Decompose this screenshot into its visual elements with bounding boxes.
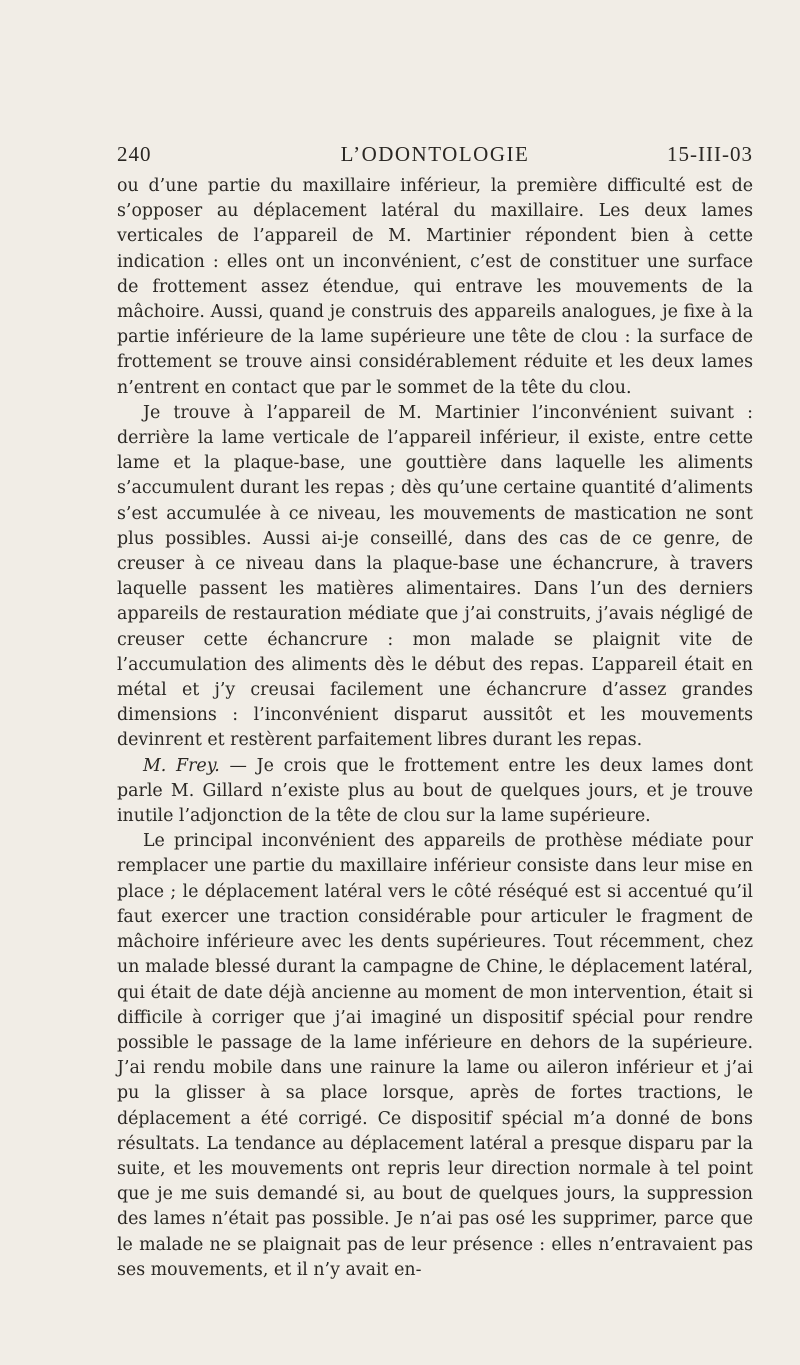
running-title: L’ODONTOLOGIE [340, 142, 530, 166]
page-number: 240 [117, 142, 152, 166]
paragraph [117, 174, 753, 401]
paragraph-text: Je trouve à l’appareil de M. Martinier l’inconvénient suivant : derrière la lame verticale de l’appareil inférieur, il existe, entre cette lame et la plaque-base, une gouttière dans laquelle les aliments s’accumulent durant les repas ; dès qu’une certaine quantité d’aliments s’est accumulée à ce niveau, les mouvements de mastication ne sont plus possibles. Aussi ai-je conseillé, dans des cas de ce genre, de creuser à ce niveau dans la plaque-base une échancrure, à travers laquelle passent les matières alimentaires. Dans l’un des derniers appareils de restauration médiate que j’ai construits, j’avais négligé de creuser cette échancrure : mon malade se plaignit vite de l’accumulation des aliments dès le début des repas. L’appareil était en métal et j’y creusai facilement une échancrure d’assez grandes dimensions : l’inconvénient disparut aussitôt et les mouvements devinrent et restèrent parfaitement libres durant les repas. [117, 402, 753, 751]
paragraph-text: ou d’une partie du maxillaire inférieur, la première difficulté est de s’opposer au déplacement latéral du maxillaire. Les deux lames verticales de l’appareil de M. Martinier répondent bien à cette indication : elles ont un inconvénient, c’est de constituer une surface de frottement assez étendue, qui entrave les mouvements de la mâchoire. Aussi, quand je construis des appareils analogues, je fixe à la partie inférieure de la lame supérieure une tête de clou : la surface de frottement se trouve ainsi considérablement réduite et les deux lames n’entrent en contact que par le sommet de la tête du clou. [117, 176, 753, 398]
issue-date: 15-III-03 [667, 142, 753, 166]
running-header [117, 142, 753, 172]
paragraph-text: Le principal inconvénient des appareils de prothèse médiate pour remplacer une partie du maxillaire inférieur consiste dans leur mise en place ; le déplacement latéral vers le côté réséqué est si accentué qu’il faut exercer une traction considérable pour articuler le fragment de mâchoire inférieure avec les dents supérieures. Tout récemment, chez un malade blessé durant la campagne de Chine, le déplacement latéral, qui était de date déjà ancienne au moment de mon intervention, était si difficile à corriger que j’ai imaginé un dispositif spécial pour rendre possible le passage de la lame inférieure en dehors de la supérieure. J’ai rendu mobile dans une rainure la lame ou aileron inférieur et j’ai pu la glisser à sa place lorsque, après de fortes tractions, le déplacement a été corrigé. Ce dispositif spécial m’a donné de bons résultats. La tendance au déplacement latéral a presque disparu par la suite, et les mouvements ont repris leur direction normale à tel point que je me suis demandé si, au bout de quelques jours, la suppression des lames n’était pas possible. Je n’ai pas osé les supprimer, parce que le malade ne se plaignait pas de leur présence : elles n’entravaient pas ses mouvements, et il n’y avait en- [117, 831, 753, 1280]
body-text [117, 174, 753, 1283]
paragraph [117, 829, 753, 1283]
paragraph-text: — Je crois que le frottement entre les deux lames dont parle M. Gillard n’existe plus au bout de quelques jours, et je trouve inutile l’adjonction de la tête de clou sur la lame supérieure. [117, 755, 754, 827]
paragraph [117, 754, 753, 830]
speaker-name: M. Frey. [143, 755, 220, 776]
paragraph [117, 401, 753, 754]
